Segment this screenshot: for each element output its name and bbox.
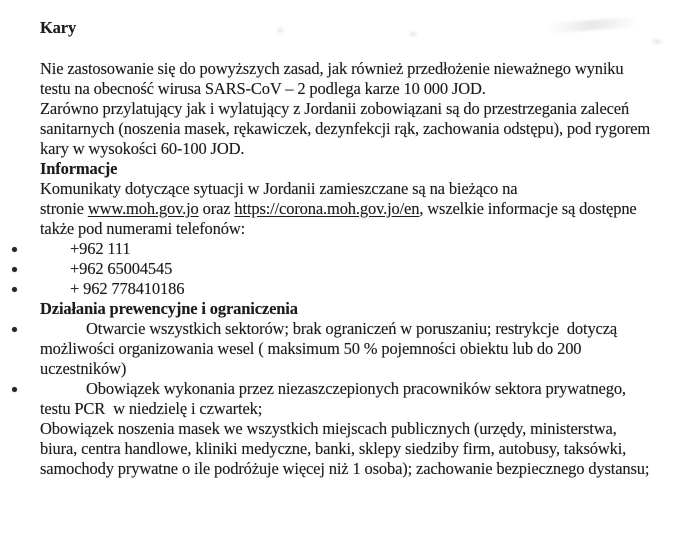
text-line <box>40 99 674 119</box>
text-line <box>40 79 674 99</box>
line-text: Obowiązek wykonania przez niezaszczepionych pracowników sektora prywatnego, <box>86 379 626 398</box>
text-line <box>40 459 674 479</box>
text-segment: , wszelkie informacje są dostępne <box>419 199 637 218</box>
section-heading <box>40 159 674 179</box>
line-text: biura, centra handlowe, kliniki medyczne, banki, sklepy siedziby firm, autobusy, taksówki, <box>40 439 627 458</box>
line-text: sanitarnych (noszenia masek, rękawiczek, dezynfekcji rąk, zachowania odstępu), pod rygorem <box>40 119 651 138</box>
line-text: testu na obecność wirusa SARS-CoV – 2 podlega karze 10 000 JOD. <box>40 79 486 98</box>
text-line <box>86 319 674 339</box>
text-line <box>40 59 674 79</box>
line-text: testu PCR w niedzielę i czwartek; <box>40 399 263 418</box>
text-line <box>40 419 674 439</box>
paragraph-spacer <box>40 38 674 59</box>
link-url[interactable]: www.moh.gov.jo <box>87 199 199 218</box>
bullet-icon <box>12 247 17 252</box>
section-heading <box>40 18 674 38</box>
text-line <box>40 139 674 159</box>
text-line <box>86 379 674 399</box>
text-line <box>40 359 674 379</box>
heading-text: Informacje <box>40 159 118 178</box>
text-line <box>40 179 674 199</box>
line-text: +962 65004545 <box>70 259 173 278</box>
text-line <box>40 399 674 419</box>
text-line <box>40 199 674 219</box>
section-heading <box>40 299 674 319</box>
bullet-icon <box>12 327 17 332</box>
line-text: Obowiązek noszenia masek we wszystkich miejscach publicznych (urzędy, ministerstwa, <box>40 419 617 438</box>
line-text: Nie zastosowanie się do powyższych zasad, jak również przedłożenie nieważnego wyniku <box>40 59 624 78</box>
line-text: możliwości organizowania wesel ( maksimum 50 % pojemności obiektu lub do 200 <box>40 339 582 358</box>
line-text: Zarówno przylatujący jak i wylatujący z Jordanii zobowiązani są do przestrzegania zaleceń <box>40 99 630 118</box>
text-line <box>40 439 674 459</box>
text-segment: stronie <box>40 199 88 218</box>
text-line <box>70 239 674 259</box>
text-line <box>40 339 674 359</box>
bullet-icon <box>12 267 17 272</box>
line-text: +962 111 <box>70 239 131 258</box>
line-text: Komunikaty dotyczące sytuacji w Jordanii zamieszczane są na bieżąco na <box>40 179 518 198</box>
heading-text: Działania prewencyjne i ograniczenia <box>40 299 298 318</box>
line-text: także pod numerami telefonów: <box>40 219 246 238</box>
text-line <box>40 219 674 239</box>
bullet-icon <box>12 387 17 392</box>
line-text: uczestników) <box>40 359 127 378</box>
line-text: samochody prywatne o ile podróżuje więcej niż 1 osoba); zachowanie bezpiecznego dystansu; <box>40 459 650 478</box>
text-line <box>70 259 674 279</box>
link-url[interactable]: https://corona.moh.gov.jo/en <box>234 199 420 218</box>
line-text: + 962 778410186 <box>70 279 185 298</box>
text-line <box>40 119 674 139</box>
text-line <box>70 279 674 299</box>
text-segment: oraz <box>198 199 235 218</box>
line-text: Otwarcie wszystkich sektorów; brak ograniczeń w poruszaniu; restrykcje dotyczą <box>86 319 618 338</box>
line-text: kary w wysokości 60-100 JOD. <box>40 139 245 158</box>
bullet-icon <box>12 287 17 292</box>
heading-text: Kary <box>40 18 77 37</box>
